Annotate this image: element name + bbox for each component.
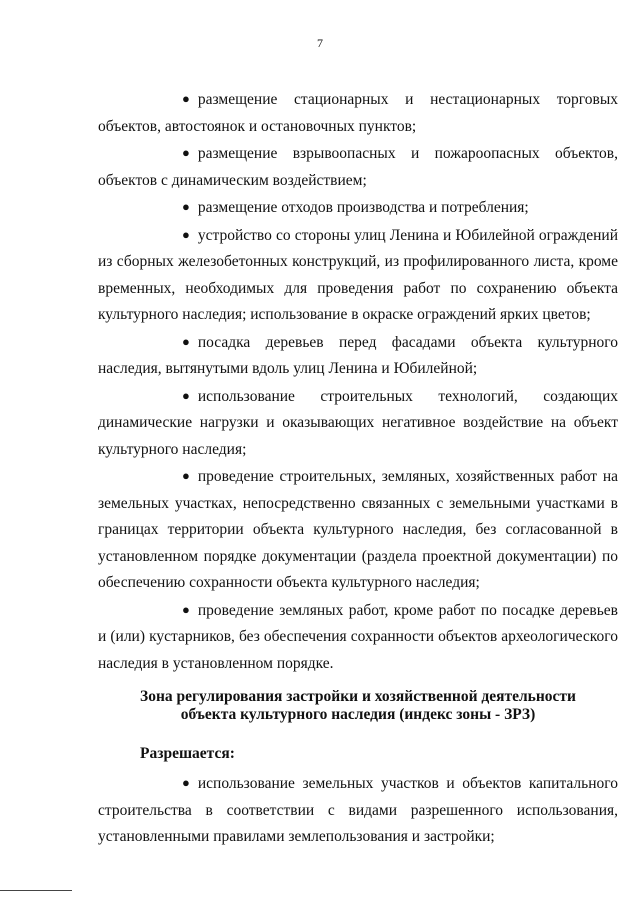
bullet-icon: ● [182, 775, 190, 790]
list-item [98, 222, 618, 329]
list-item-text: размещение стационарных и нестационарных торговых объектов, автостоянок и остановочных пунктов; [98, 91, 618, 135]
prohibited-list [98, 86, 618, 677]
list-item [98, 383, 618, 464]
bullet-icon: ● [182, 601, 190, 617]
list-item [98, 194, 618, 222]
list-item [98, 770, 618, 851]
zone-heading [98, 688, 618, 724]
list-item-text: посадка деревьев перед фасадами объекта культурного наследия, вытянутыми вдоль улиц Ленина и Юбилейной; [98, 333, 618, 377]
bullet-icon: ● [182, 145, 190, 160]
list-item-text: проведение строительных, земляных, хозяйственных работ на земельных участках, непосредственно связанных с земельными участками в границах территории объекта культурного наследия, без согласованной в установленном порядке документации (раздела проектной документации) по обеспечению сохранности объекта культурного наследия; [98, 468, 618, 591]
list-item-text: проведение земляных работ, кроме работ по посадке деревьев и (или) кустарников, без обеспечения сохранности объектов археологического наследия в установленном порядке. [98, 601, 618, 672]
bullet-icon: ● [182, 226, 190, 242]
page-number: 7 [317, 36, 323, 50]
list-item-text: размещение отходов производства и потребления; [197, 199, 529, 216]
list-item-text: размещение взрывоопасных и пожароопасных объектов, объектов с динамическим воздействием; [98, 145, 618, 189]
list-item [98, 86, 618, 140]
list-item [98, 463, 618, 597]
bullet-icon: ● [182, 468, 190, 483]
list-item [98, 597, 618, 678]
list-item [98, 140, 618, 194]
list-item-text: устройство со стороны улиц Ленина и Юбилейной ограждений из сборных железобетонных конструкций, из профилированного листа, кроме временных, необходимых для проведения работ по сохранению объекта культурного наследия; использование в окраске ограждений ярких цветов; [98, 226, 618, 323]
list-item [98, 329, 618, 383]
list-item-text: использование земельных участков и объектов капитального строительства в соответствии с видами разрешенного использования, установленными правилами землепользования и застройки; [98, 775, 618, 845]
footer-divider [0, 890, 72, 891]
zone-heading-line-1: Зона регулирования застройки и хозяйственной деятельности [140, 688, 576, 705]
allowed-label: Разрешается: [140, 745, 235, 762]
bullet-icon: ● [182, 387, 190, 403]
allowed-list [98, 770, 618, 851]
zone-heading-line-2: объекта культурного наследия (индекс зоны - ЗРЗ) [180, 706, 536, 723]
bullet-icon: ● [182, 333, 190, 349]
bullet-icon: ● [182, 91, 190, 106]
list-item-text: использование строительных технологий, создающих динамические нагрузки и оказывающих негативное воздействие на объект культурного наследия; [98, 387, 618, 458]
bullet-icon: ● [182, 199, 190, 214]
